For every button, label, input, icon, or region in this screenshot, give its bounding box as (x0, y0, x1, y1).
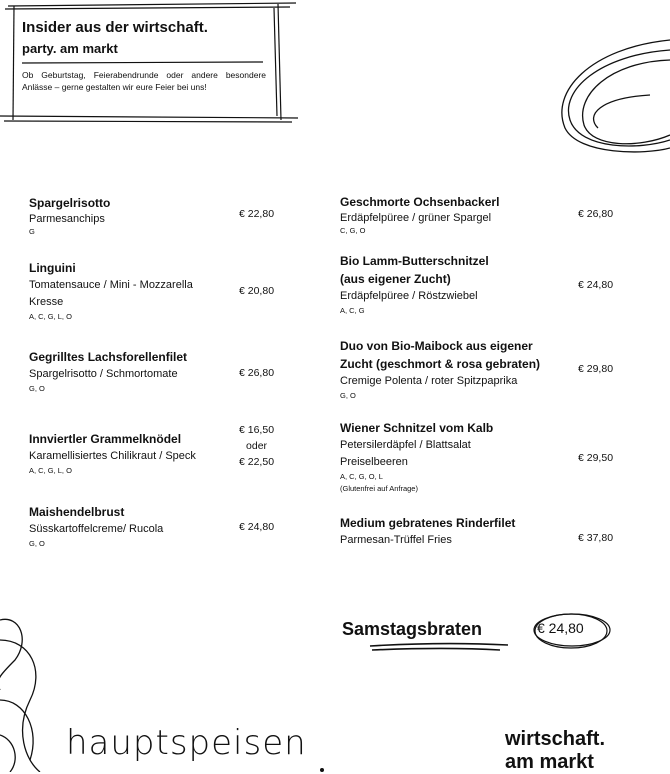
menu-item-allergens: G, O (340, 391, 356, 400)
dot-mark (320, 768, 324, 772)
menu-item (29, 259, 193, 323)
menu-item (29, 194, 110, 238)
price-option: € 22,50 (239, 456, 275, 468)
menu-item-note: (Glutenfrei auf Anfrage) (340, 484, 418, 493)
menu-item-price: € 22,80 (239, 208, 275, 220)
menu-item-price: € 29,80 (578, 363, 614, 375)
menu-item-name: Bio Lamm-Butterschnitzel (340, 254, 489, 268)
menu-item (29, 348, 187, 395)
price-separator: oder (246, 440, 268, 452)
menu-item-allergens: G, O (29, 539, 45, 548)
menu-item-price-options (239, 422, 274, 470)
menu-item-desc: Karamellisiertes Chilikraut / Speck (29, 450, 196, 462)
menu-item-price: € 24,80 (578, 279, 614, 291)
brand-logo-text (505, 728, 605, 774)
menu-item-price: € 20,80 (239, 285, 275, 297)
section-script-title: hauptspeisen (66, 723, 307, 763)
bottom-left-scribble (0, 619, 40, 772)
menu-item-name: Maishendelbrust (29, 505, 125, 519)
circle-scribble (562, 40, 670, 152)
menu-item (340, 193, 499, 237)
menu-item-desc: Preiselbeeren (340, 456, 408, 468)
menu-item-desc: Spargelrisotto / Schmortomate (29, 368, 178, 380)
header-box-text: Ob Geburtstag, Feierabendrunde oder andere besondere Anlässe – gerne gestalten wir eure Feier bei uns! (22, 70, 266, 92)
menu-item-allergens: A, C, G (340, 306, 365, 315)
menu-item-allergens: A, C, G, L, O (29, 312, 72, 321)
menu-item-price: € 26,80 (239, 367, 275, 379)
menu-item-name: Linguini (29, 261, 76, 275)
menu-item (340, 337, 540, 402)
brand-line: am markt (505, 751, 594, 773)
special-label: Samstagsbraten (342, 619, 483, 639)
menu-item-price: € 26,80 (578, 208, 614, 220)
special-price: € 24,80 (537, 620, 584, 636)
menu-item-price: € 24,80 (239, 521, 275, 533)
menu-item-desc: Erdäpfelpüree / grüner Spargel (340, 212, 492, 224)
menu-item (340, 514, 515, 549)
menu-item-name: Wiener Schnitzel vom Kalb (340, 421, 494, 435)
menu-item (29, 503, 163, 550)
menu-item-allergens: G, O (29, 384, 45, 393)
menu-item-desc: Petersilerdäpfel / Blattsalat (340, 439, 471, 451)
header-box-title: Insider aus der wirtschaft. (22, 19, 208, 36)
brand-line: wirtschaft. (505, 728, 606, 750)
menu-item (340, 419, 493, 495)
menu-item-desc: Kresse (29, 296, 64, 308)
price-option: € 16,50 (239, 424, 275, 436)
menu-item-name: Spargelrisotto (29, 196, 111, 210)
menu-item-desc: Süsskartoffelcreme/ Rucola (29, 523, 164, 535)
menu-item-name: Gegrilltes Lachsforellenfilet (29, 350, 188, 364)
menu-item (29, 430, 196, 477)
menu-item-allergens: A, C, G, O, L (340, 472, 383, 481)
menu-item (340, 252, 489, 317)
menu-item-price: € 29,50 (578, 452, 614, 464)
menu-item-name: Zucht (geschmort & rosa gebraten) (340, 357, 541, 371)
menu-item-allergens: A, C, G, L, O (29, 466, 72, 475)
menu-item-name: (aus eigener Zucht) (340, 272, 451, 286)
menu-item-price: € 37,80 (578, 532, 614, 544)
menu-item-name: Innviertler Grammelknödel (29, 432, 182, 446)
menu-item-name: Duo von Bio-Maibock aus eigener (340, 339, 533, 353)
menu-item-name: Geschmorte Ochsenbackerl (340, 195, 500, 209)
menu-item-desc: Parmesan-Trüffel Fries (340, 534, 452, 546)
menu-item-desc: Cremige Polenta / roter Spitzpaprika (340, 375, 518, 387)
menu-item-allergens: C, G, O (340, 226, 366, 235)
menu-item-desc: Parmesanchips (29, 213, 105, 225)
menu-item-desc: Erdäpfelpüree / Röstzwiebel (340, 290, 478, 302)
menu-item-desc: Tomatensauce / Mini - Mozzarella (29, 279, 193, 291)
header-divider (22, 62, 263, 63)
header-box-subtitle: party. am markt (22, 41, 118, 56)
menu-item-name: Medium gebratenes Rinderfilet (340, 516, 516, 530)
menu-item-allergens: G (29, 227, 35, 236)
special-underline (370, 644, 508, 650)
